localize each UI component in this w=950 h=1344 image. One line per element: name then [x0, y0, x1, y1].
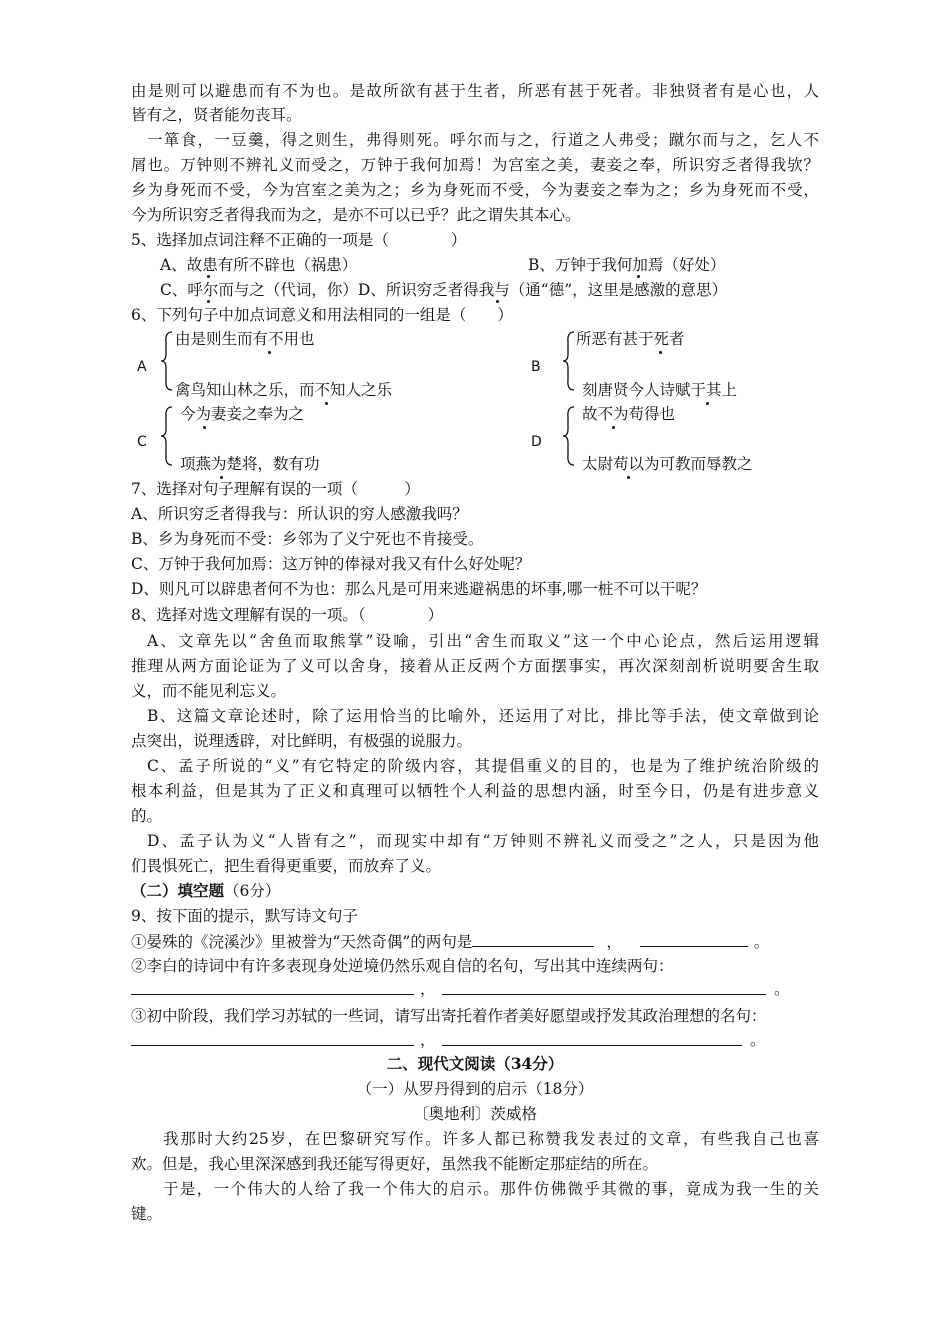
- passage-line: 屑也。万钟则不辨礼义而受之，万钟于我何加焉！为宫室之美，妻妾之奉，所识穷乏者得我欤？: [131, 156, 819, 174]
- q6-option-sentence: 太尉苟以为可教而辱教之: [582, 455, 753, 473]
- answer-blank[interactable]: [131, 1045, 414, 1046]
- q5-option-b: B、万钟于我何加焉（好处）: [528, 256, 726, 274]
- q6-option-sentence: 由是则生而有不用也: [175, 330, 315, 348]
- q6-option-sentence: 刻唐贤今人诗赋于其上: [582, 381, 738, 399]
- emphasis-dot: [496, 300, 499, 303]
- q9-item-1: [131, 930, 769, 953]
- q5-option-a: A、故患有所不辟也（祸患）: [160, 256, 358, 274]
- emphasis-dot: [706, 402, 709, 405]
- passage-line: 今为所识穷乏者得我而为之，是亦不可以已乎？此之谓失其本心。: [131, 206, 581, 224]
- separator-comma: ，: [420, 1031, 436, 1049]
- article-line: 于是，一个伟大的人给了我一个伟大的启示。那件仿佛微乎其微的事，竟成为我一生的关: [163, 1180, 819, 1198]
- q8-option-line: 的。: [131, 807, 163, 825]
- article-author: 〔奥地利〕茨威格: [412, 1105, 537, 1123]
- answer-blank[interactable]: [442, 994, 766, 995]
- q5-option-cd: C、呼尔而与之（代词，你）D、所识穷乏者得我与（通“德”，这里是感激的意思）: [160, 281, 728, 299]
- passage-line: 乡为身死而不受，今为宫室之美为之；乡为身死而不受，今为妻妾之奉为之；乡为身死而不受，: [131, 181, 819, 199]
- emphasis-dot: [203, 426, 206, 429]
- q8-stem: 8、选择对选文理解有误的一项。（ ）: [131, 606, 444, 624]
- q6-option-letter: B: [531, 359, 541, 375]
- article-line: 我那时大约25岁，在巴黎研究写作。许多人都已称赞我发表过的文章，有些我自己也喜: [163, 1130, 819, 1148]
- q8-option-line: 根本利益，但是其为了正义和真理可以牺牲个人利益的思想内涵，时至今日，仍是有进步意义: [131, 782, 819, 800]
- separator-period: 。: [750, 1031, 766, 1049]
- passage-line: 皆有之，贤者能勿丧耳。: [131, 106, 302, 124]
- emphasis-dot: [612, 426, 615, 429]
- q9-item-3: ③初中阶段，我们学习苏轼的一些词，请写出寄托着作者美好愿望或抒发其政治理想的名句：: [131, 1007, 767, 1025]
- q6-option-letter: D: [531, 434, 542, 450]
- emphasis-dot: [637, 275, 640, 278]
- emphasis-dot: [659, 351, 662, 354]
- answer-blank[interactable]: [472, 930, 594, 947]
- passage-line: 一箪食，一豆羹，得之则生，弗得则死。呼尔而与之，行道之人弗受；蹴尔而与之，乞人不: [147, 131, 819, 149]
- emphasis-dot: [207, 275, 210, 278]
- q7-item: C、万钟于我何加焉：这万钟的俸禄对我又有什么好处呢？: [131, 555, 531, 573]
- emphasis-dot: [325, 402, 328, 405]
- q9-item-1-text: ①晏殊的《浣溪沙》里被誉为“天然奇偶”的两句是: [131, 933, 473, 951]
- q9-item-2: ②李白的诗词中有许多表现身处逆境仍然乐观自信的名句，写出其中连续两句：: [131, 957, 674, 975]
- q7-item: A、所识穷乏者得我与：所认识的穷人感激我吗？: [131, 505, 468, 523]
- brace-icon: [160, 330, 176, 392]
- fill-heading-title: （二）填空题: [131, 881, 225, 900]
- q8-option-line: 推理从两方面论证为了义可以舍身，接着从正反两个方面摆事实，再次深刻剖析说明要舍生取: [131, 657, 819, 675]
- separator-period: 。: [774, 980, 790, 998]
- brace-icon: [160, 405, 176, 467]
- emphasis-dot: [207, 300, 210, 303]
- fill-heading-score: （6分）: [224, 882, 281, 900]
- brace-icon: [562, 405, 578, 467]
- separator-comma: ，: [420, 980, 436, 998]
- q6-option-sentence: 所恶有甚于死者: [576, 330, 685, 348]
- article-title: （一）从罗丹得到的启示（18分）: [356, 1080, 594, 1098]
- article-line: 键。: [131, 1205, 163, 1223]
- q6-option-letter: C: [137, 434, 147, 450]
- separator-period: 。: [753, 933, 770, 951]
- q6-option-sentence: 禽鸟知山林之乐，而不知人之乐: [175, 381, 393, 399]
- q6-option-letter: A: [137, 359, 147, 375]
- q8-option-line: B、这篇文章论述时，除了运用恰当的比喻外，还运用了对比，排比等手法，使文章做到论: [147, 707, 819, 725]
- q8-option-line: D、孟子认为义“人皆有之”，而现实中却有“万钟则不辨礼义而受之”之人，只是因为他: [147, 832, 819, 850]
- q6-option-sentence: 项燕为楚将，数有功: [180, 455, 320, 473]
- answer-blank[interactable]: [640, 930, 748, 947]
- passage-line: 由是则可以避患而有不为也。是故所欲有甚于生者，所恶有甚于死者。非独贤者有是心也，人: [131, 82, 819, 100]
- q8-option-line: 点突出，说理透辟，对比鲜明，有极强的说服力。: [131, 732, 473, 750]
- q7-item: B、乡为身死而不受：乡邻为了义宁死也不肯接受。: [131, 530, 484, 548]
- separator-comma: ，: [606, 933, 622, 951]
- answer-blank[interactable]: [131, 994, 414, 995]
- q8-option-line: 义，而不能见利忘义。: [131, 682, 287, 700]
- q6-option-sentence: 今为妻妾之奉为之: [180, 405, 305, 423]
- answer-blank[interactable]: [442, 1045, 742, 1046]
- q9-stem: 9、按下面的提示，默写诗文句子: [131, 907, 358, 925]
- q6-option-sentence: 故不为苟得也: [582, 405, 676, 423]
- q8-option-line: 们畏惧死亡，把生看得更重要，而放弃了义。: [131, 857, 442, 875]
- fill-heading: [131, 880, 280, 902]
- q5-stem: 5、选择加点词注释不正确的一项是（ ）: [131, 231, 467, 249]
- q8-option-line: A、文章先以“舍鱼而取熊掌”设喻，引出“舍生而取义”这一个中心论点，然后运用逻辑: [147, 632, 819, 650]
- q8-option-line: C、孟子所说的“义”有它特定的阶级内容，其提倡重义的目的，也是为了维护统治阶级的: [147, 757, 819, 775]
- q7-item: D、则凡可以辟患者何不为也：那么凡是可用来逃避祸患的坏事,哪一桩不可以干呢？: [131, 580, 707, 598]
- q6-stem: 6、下列句子中加点词意义和用法相同的一组是（ ）: [131, 306, 513, 324]
- emphasis-dot: [268, 351, 271, 354]
- article-line: 欢。但是，我心里深深感到我还能写得更好，虽然我不能断定那症结的所在。: [131, 1155, 659, 1173]
- emphasis-dot: [627, 476, 630, 479]
- section-heading: 二、现代文阅读（34分）: [386, 1054, 564, 1073]
- q7-stem: 7、选择对句子理解有误的一项（ ）: [131, 480, 420, 498]
